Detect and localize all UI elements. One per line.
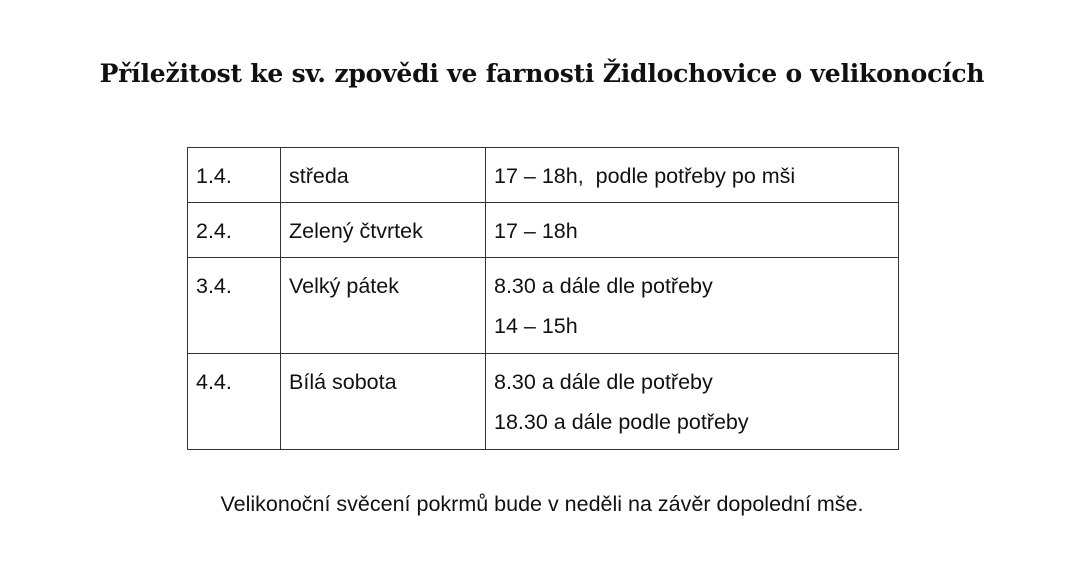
day-text: středa xyxy=(289,164,349,188)
date-cell xyxy=(188,203,281,258)
date-text: 1.4. xyxy=(196,164,232,188)
page-title: Příležitost ke sv. zpovědi ve farnosti Židlochovice o velikonocích xyxy=(99,59,985,88)
date-cell xyxy=(188,354,281,450)
time-text: 8.30 a dále dle potřeby xyxy=(494,274,713,298)
date-text: 3.4. xyxy=(196,274,232,298)
day-cell xyxy=(281,148,486,203)
table-row xyxy=(188,354,899,450)
footer-note: Velikonoční svěcení pokrmů bude v neděli na závěr dopolední mše. xyxy=(220,492,864,516)
day-cell xyxy=(281,203,486,258)
time-text: 14 – 15h xyxy=(494,314,578,338)
time-cell xyxy=(486,203,899,258)
time-text: 17 – 18h, podle potřeby po mši xyxy=(494,164,796,188)
table-row xyxy=(188,258,899,354)
time-text: 17 – 18h xyxy=(494,219,578,243)
day-text: Bílá sobota xyxy=(289,370,397,394)
table-row xyxy=(188,203,899,258)
day-cell xyxy=(281,354,486,450)
date-cell xyxy=(188,148,281,203)
day-text: Zelený čtvrtek xyxy=(289,219,423,243)
date-cell xyxy=(188,258,281,354)
time-text: 18.30 a dále podle potřeby xyxy=(494,410,749,434)
day-cell xyxy=(281,258,486,354)
day-text: Velký pátek xyxy=(289,274,399,298)
time-cell xyxy=(486,258,899,354)
date-text: 4.4. xyxy=(196,370,232,394)
time-cell xyxy=(486,148,899,203)
table-row xyxy=(188,148,899,203)
time-cell xyxy=(486,354,899,450)
time-text: 8.30 a dále dle potřeby xyxy=(494,370,713,394)
date-text: 2.4. xyxy=(196,219,232,243)
confession-schedule-table xyxy=(187,147,899,450)
